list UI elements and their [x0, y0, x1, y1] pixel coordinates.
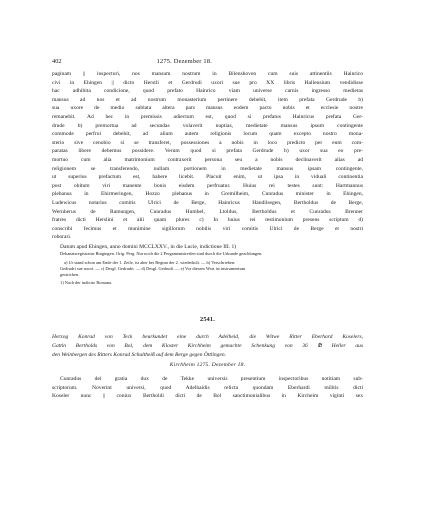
page-number: 402	[52, 58, 62, 65]
document-number: 2541.	[200, 316, 215, 324]
document-2541-text	[52, 375, 363, 401]
regest-summary	[52, 333, 363, 359]
running-title: 1275. Dezember 18.	[156, 58, 212, 65]
text-line: sterio sive cenobio si se transferet, possessiones a nobis in loco predicto per eum com-	[52, 139, 363, 146]
text-line: scriptorum. Noverint universi, quod Adelhaidis relicta quondam Eberhardi militis dicti	[52, 384, 363, 391]
text-line: commode perfrui debebit, ad alium autem religionis locum quam excepto nostro mona-	[52, 131, 363, 138]
text-line: hac adhibita condicione, quod prefato Hainrico viam universe carnis ingresso medietas	[52, 88, 363, 95]
text-line: Koseler nunc || coniux Bertholdi dicti de Bol sanctimonialibus in Kircheim viginti sex	[52, 393, 363, 400]
text-line: roborari.	[52, 234, 72, 241]
apparatus-line: a) Ur stand schon am Ende der 1. Zeile, ist aber bei Beginn der 2. wiederholt. — b) Verschrieben:	[64, 259, 236, 265]
page-header	[52, 58, 363, 65]
text-line: civi in Ehingen || dicto Herstli et Gerdrudi uxori sue pro XX libris Hallensium vendidisse	[52, 79, 363, 86]
text-line: paginam || inspecturi, nos mansum nostrum in Bilenshoven cum suis attinentiis Hainrico	[52, 71, 363, 77]
text-line: sua uxore de medio sublata altera pars mansus eodem pacto nobis et ecclesie nostre	[52, 105, 363, 112]
text-line: post obitum viri manente bonis eisdem perfruatur. Huius rei testes sunt: Hartmannus	[52, 182, 363, 189]
text-line: plebanus in Ehirmeringen, Hozzo plebanus in Gremilheim, Cunradus minister in Ehingen,	[52, 191, 363, 198]
critical-apparatus	[60, 260, 363, 279]
text-line: mansus ad nos et ad nostrum monasterium pertinere debebit, item prefata Gerdrude b)	[52, 96, 363, 103]
charter-text	[52, 70, 363, 242]
text-line: conscribi fecimus et munimine sigillorum nobilis viri comitis Ulrici de Berge et nostri	[52, 225, 363, 232]
text-line: Cunradus dei gratia dux de Tekke universis presentium inspectoribus notitiam sub-	[60, 376, 363, 383]
apparatus-line: gestrichen.	[60, 272, 80, 278]
regest-line: Herzog Konrad von Teck beurkundet eine durch Adelheid, die Witwe Ritter Eberhard Koselers,	[52, 334, 363, 341]
text-line: fratres dicti Herslini et alii quam plures c) In huius rei testimonium presens scriptum d)	[52, 217, 363, 224]
apparatus-line: Gedrudri sue uxori. — c) Desgl. Gedrudri. — d) Desgl. Gedrudi. — e) Vor diesem Wort ist instrumentum	[60, 265, 246, 271]
text-line: remanebit. Ad hec in premissis adiectum est, quod si prefatus Hainricus prefata Ger-	[52, 113, 363, 120]
text-line: mortuo cum alia matrimonium contraxerit persona seu a nobis declinaverit alias ad	[52, 156, 363, 163]
source-note: Dekanatsregistratur Ringingen. Orig. Perg. Nur noch die 2 Pergamentstreifen sind durch die Urkunde gezchlungen.	[60, 251, 263, 257]
text-line: drude b) premortua ad secundas volaverit nuptias, medietate mansus ipsum contingente	[52, 122, 363, 129]
datum-line: Datum apud Ehingen, anno domini MCCLXXV., in die Lucie, indictione III. 1)	[60, 243, 237, 250]
text-line: Wernherus de Ramungen, Cunradus Humbel, Ltoldus, Bertholdus et Cunradus Brenner	[52, 208, 363, 215]
date-place-line: Kirchheim 1275. Dezember 18.	[169, 362, 246, 369]
text-line: religionem se transferendo, nullam portionem in medietate mansus ipsam contingente,	[52, 165, 363, 172]
text-line: paratas libere debemus possidere. Verum quod si prefata Gerdrude b) uxor sua eo pre-	[52, 148, 363, 155]
regest-line: Gattin Bertholds von Bol, dem Kloster Kirchheim gemachte Schenkung von 36 ℔ Heller aus	[52, 343, 363, 350]
text-line: ut superius prefactum est, habere licebit. Placuit enim, ut ipsa in viduali continentia	[52, 174, 363, 181]
text-line: Ludewicus notarius comitis Ulrici de Berge, Hainricus Handilsegen, Bertholdus de Berge,	[52, 199, 363, 206]
regest-line: den Weinbergen des Ritters Konrad Schultheiß auf dem Berge gegen Öttlingen.	[52, 351, 226, 358]
footnote: 1) Nach der indictio Romana.	[60, 280, 113, 286]
